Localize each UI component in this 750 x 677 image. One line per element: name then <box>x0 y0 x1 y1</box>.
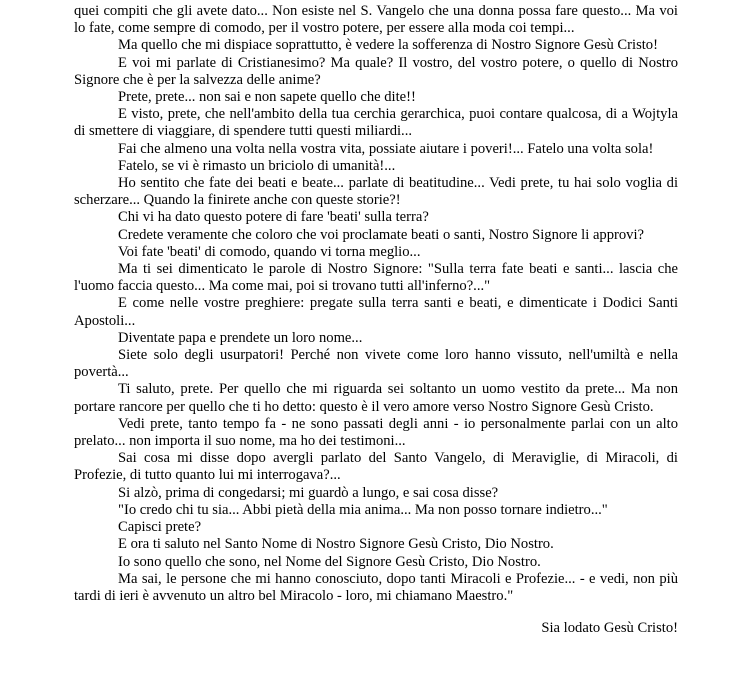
paragraph: Si alzò, prima di congedarsi; mi guardò a lungo, e sai cosa disse? <box>118 484 499 501</box>
paragraph: E visto, prete, che nell'ambito della tua cerchia gerarchica, puoi contare qualcosa, di a Wojtyla di smettere di viaggiare, di spendere tutti questi miliardi... <box>74 106 678 140</box>
paragraph: Capisci prete? <box>118 519 202 536</box>
paragraph: Ti saluto, prete. Per quello che mi riguarda sei soltanto un uomo vestito da prete... Ma non portare rancore per quello che ti ho detto: questo è il vero amore verso Nostro Signore Gesù Cristo. <box>74 381 678 415</box>
paragraph: Vedi prete, tanto tempo fa - ne sono passati degli anni - io personalmente parlai con un alto prelato... non importa il suo nome, ma ho dei testimoni... <box>74 415 678 450</box>
paragraph: Sai cosa mi disse dopo avergli parlato del Santo Vangelo, di Meraviglie, di Miracoli, di Profezie, di tutto quanto lui mi interrogava?... <box>74 450 678 484</box>
document-body <box>74 3 678 605</box>
paragraph: Ho sentito che fate dei beati e beate... parlate di beatitudine... Vedi prete, tu hai solo voglia di scherzare... Quando la finirete anche con queste storie?! <box>74 175 678 209</box>
paragraph: Chi vi ha dato questo potere di fare 'beati' sulla terra? <box>118 209 429 226</box>
paragraph: Ma sai, le persone che mi hanno conosciuto, dopo tanti Miracoli e Profezie... - e vedi, non più tardi di ieri è avvenuto un altro bel Miracolo - loro, mi chiamano Maestro." <box>74 570 678 604</box>
paragraph: Ma ti sei dimenticato le parole di Nostro Signore: "Sulla terra fate beati e santi... lascia che l'uomo faccia questo... Ma come mai, poi si trovano tutti all'inferno?..." <box>74 261 678 295</box>
paragraph: E ora ti saluto nel Santo Nome di Nostro Signore Gesù Cristo, Dio Nostro. <box>118 536 554 553</box>
paragraph: E voi mi parlate di Cristianesimo? Ma quale? Il vostro, del vostro potere, o quello di Nostro Signore che è per la salvezza delle anime? <box>74 54 678 88</box>
document-page <box>74 3 678 637</box>
paragraph: Fatelo, se vi è rimasto un briciolo di umanità!... <box>118 157 396 174</box>
closing-line: Sia lodato Gesù Cristo! <box>541 620 678 637</box>
paragraph: "Io credo chi tu sia... Abbi pietà della mia anima... Ma non posso tornare indietro..." <box>118 501 608 518</box>
paragraph: Voi fate 'beati' di comodo, quando vi torna meglio... <box>118 243 421 260</box>
paragraph: Diventate papa e prendete un loro nome... <box>118 329 363 346</box>
paragraph: Prete, prete... non sai e non sapete quello che dite!! <box>118 89 416 106</box>
paragraph: Ma quello che mi dispiace soprattutto, è vedere la sofferenza di Nostro Signore Gesù Cristo! <box>118 37 658 54</box>
paragraph: Fai che almeno una volta nella vostra vita, possiate aiutare i poveri!... Fatelo una volta sola! <box>118 140 654 157</box>
paragraph: Credete veramente che coloro che voi proclamate beati o santi, Nostro Signore li approvi? <box>118 226 644 243</box>
paragraph: E come nelle vostre preghiere: pregate sulla terra santi e beati, e dimenticate i Dodici Santi Apostoli... <box>74 295 678 329</box>
paragraph: quei compiti che gli avete dato... Non esiste nel S. Vangelo che una donna possa fare questo... Ma voi lo fate, come sempre di comodo, per il vostro potere, per essere alla moda coi tempi... <box>74 3 678 37</box>
paragraph: Io sono quello che sono, nel Nome del Signore Gesù Cristo, Dio Nostro. <box>118 553 541 570</box>
paragraph: Siete solo degli usurpatori! Perché non vivete come loro hanno vissuto, nell'umiltà e nella povertà... <box>74 347 678 381</box>
